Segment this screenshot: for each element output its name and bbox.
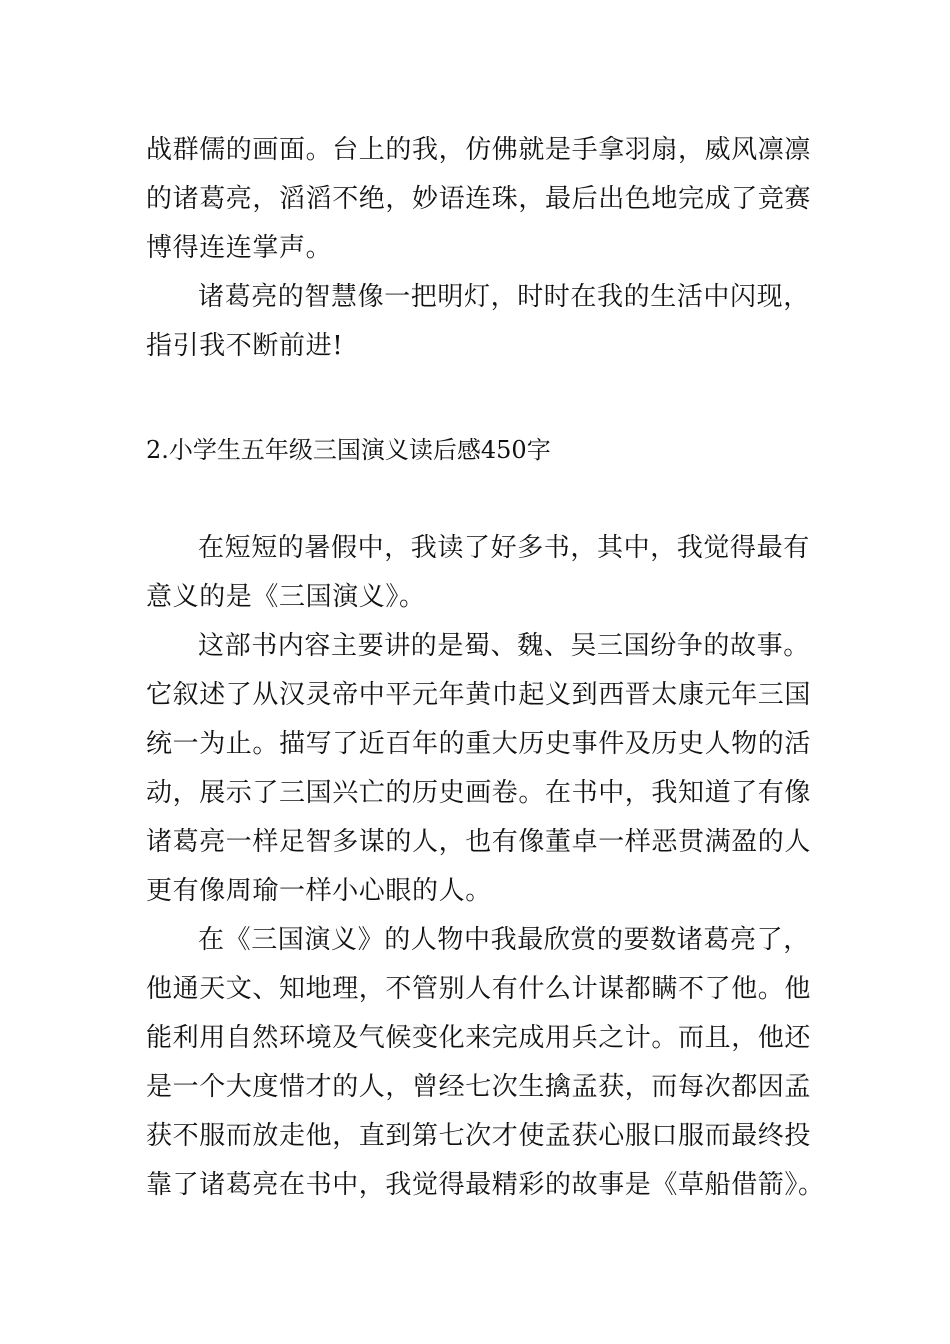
paragraph-line: 他通天文、知地理，不管别人有什么计谋都瞒不了他。他 xyxy=(146,974,812,1004)
paragraph-line: 的诸葛亮，滔滔不绝，妙语连珠，最后出色地完成了竞赛 xyxy=(146,184,812,214)
paragraph-line: 博得连连掌声。 xyxy=(146,233,333,263)
paragraph-line: 是一个大度惜才的人，曾经七次生擒孟获，而每次都因孟 xyxy=(146,1072,812,1102)
section-heading: 2.小学生五年级三国演义读后感450字 xyxy=(146,436,551,464)
paragraph-line: 意义的是《三国演义》。 xyxy=(146,582,426,612)
paragraph-line: 这部书内容主要讲的是蜀、魏、吴三国纷争的故事。 xyxy=(198,631,810,661)
paragraph-line: 动，展示了三国兴亡的历史画卷。在书中，我知道了有像 xyxy=(146,778,812,808)
paragraph-line: 靠了诸葛亮在书中，我觉得最精彩的故事是《草船借箭》。 xyxy=(146,1170,825,1200)
paragraph-line: 能利用自然环境及气候变化来完成用兵之计。而且，他还 xyxy=(146,1023,812,1053)
paragraph-line: 诸葛亮一样足智多谋的人，也有像董卓一样恶贯满盈的人 xyxy=(146,827,812,857)
paragraph-line: 指引我不断前进! xyxy=(146,331,344,361)
paragraph-line: 统一为止。描写了近百年的重大历史事件及历史人物的活 xyxy=(146,729,812,759)
paragraph-line: 获不服而放走他，直到第七次才使孟获心服口服而最终投 xyxy=(146,1121,812,1151)
paragraph-line: 更有像周瑜一样小心眼的人。 xyxy=(146,876,492,906)
paragraph-line: 在《三国演义》的人物中我最欣赏的要数诸葛亮了， xyxy=(198,925,810,955)
paragraph-line: 它叙述了从汉灵帝中平元年黄巾起义到西晋太康元年三国 xyxy=(146,680,812,710)
paragraph-line: 战群儒的画面。台上的我，仿佛就是手拿羽扇，威风凛凛 xyxy=(146,135,812,165)
paragraph-line: 在短短的暑假中，我读了好多书，其中，我觉得最有 xyxy=(198,533,810,563)
paragraph-line: 诸葛亮的智慧像一把明灯，时时在我的生活中闪现， xyxy=(198,282,810,312)
